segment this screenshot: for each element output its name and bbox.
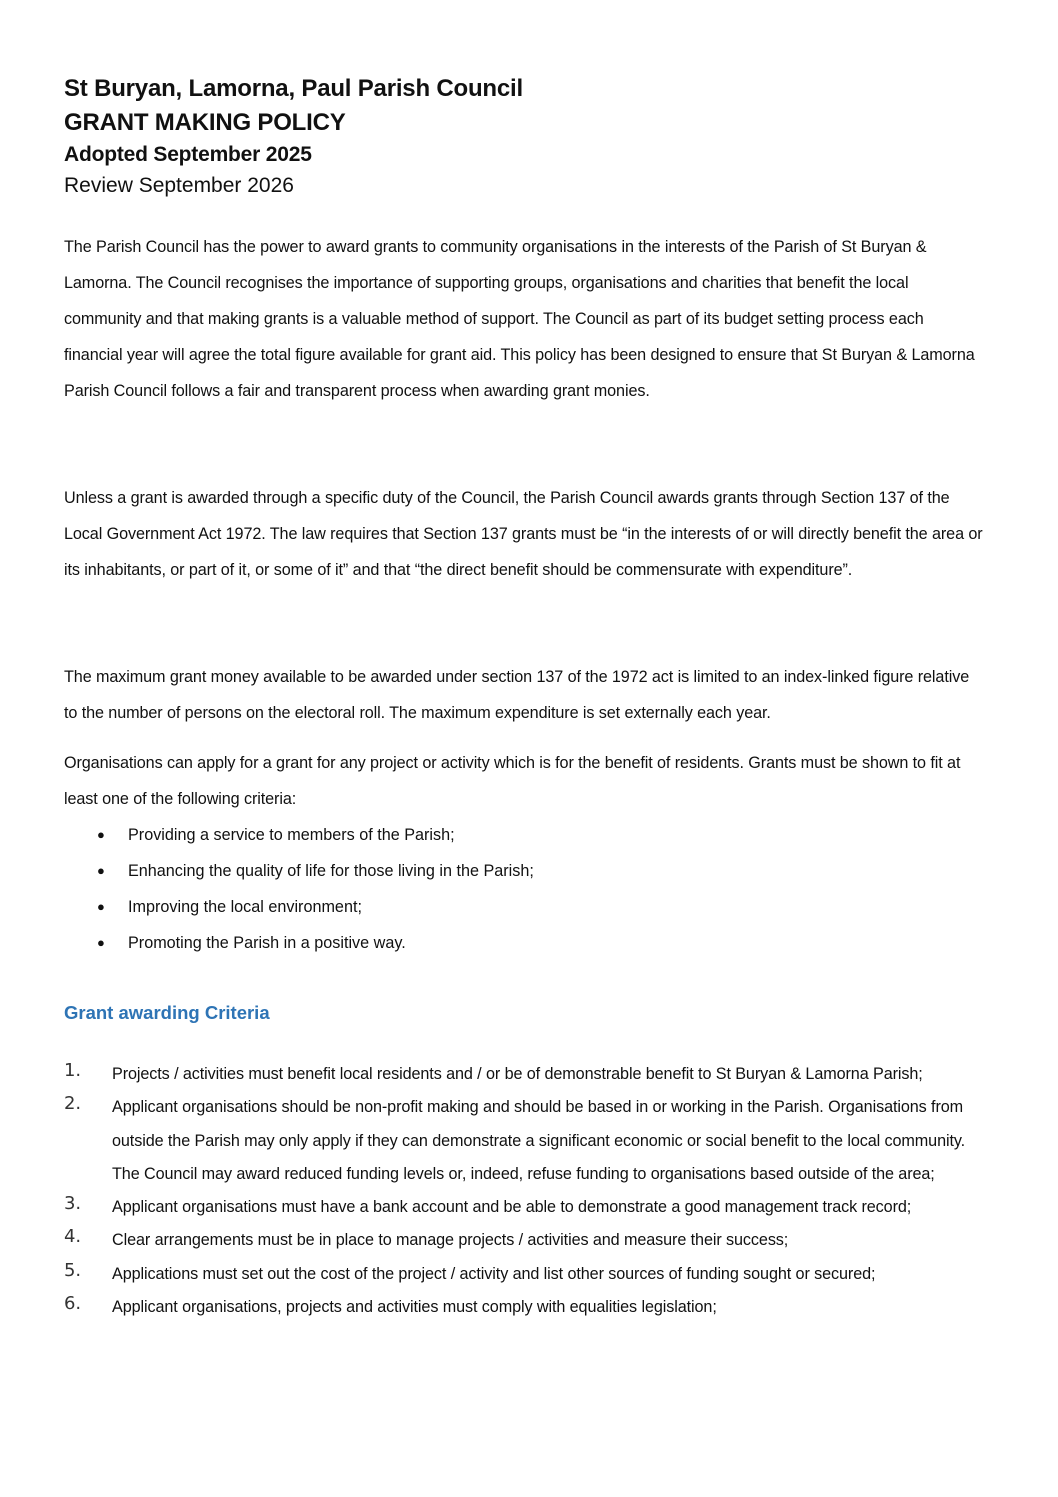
bullet-icon: ● [97,899,105,914]
grant-criteria-list [64,1058,994,1324]
policy-title: GRANT MAKING POLICY [64,109,346,136]
bullet-text: Promoting the Parish in a positive way. [128,934,406,952]
section-heading-grant-criteria: Grant awarding Criteria [64,1002,270,1023]
bullet-text: Improving the local environment; [128,898,362,916]
bullet-icon: ● [97,935,105,950]
criteria-text: Applicant organisations must have a bank account and be able to demonstrate a good management track record; [112,1198,912,1217]
maximum-grant-paragraph: The maximum grant money available to be awarded under section 137 of the 1972 act is limited to an index-linked figure relative to the number of persons on the electoral roll. The maximum expenditure is set externally each year. [64,668,970,722]
bullet-text: Enhancing the quality of life for those living in the Parish; [128,862,534,880]
criteria-number: 6. [64,1293,81,1315]
criteria-number: 5. [64,1259,81,1281]
criteria-text: Applications must set out the cost of the project / activity and list other sources of funding sought or secured; [112,1264,876,1283]
adopted-date: Adopted September 2025 [64,143,312,166]
criteria-number: 2. [64,1093,81,1115]
criteria-text: Clear arrangements must be in place to manage projects / activities and measure their success; [112,1231,789,1250]
organisation-name: St Buryan, Lamorna, Paul Parish Council [64,75,523,102]
eligibility-paragraph: Organisations can apply for a grant for any project or activity which is for the benefit of residents. Grants must be shown to fit at least one of the following criteria: [64,754,961,808]
criteria-number: 3. [64,1193,81,1215]
bullet-item [64,925,984,961]
document-header [64,72,994,201]
criteria-number: 1. [64,1060,81,1081]
criteria-number: 4. [64,1226,81,1248]
criteria-bullet-list [64,817,984,961]
bullet-item [64,889,984,925]
criteria-text: Applicant organisations, projects and activities must comply with equalities legislation; [112,1298,717,1317]
intro-paragraph: The Parish Council has the power to award grants to community organisations in the interests of the Parish of St Buryan & Lamorna. The Council recognises the importance of supporting groups, organisations and charities that benefit the local community and that making grants is a valuable method of support. The Council as part of its budget setting process each financial year will agree the total figure available for grant aid. This policy has been designed to ensure that St Buryan & Lamorna Parish Council follows a fair and transparent process when awarding grant monies. [64,238,975,400]
criteria-text: Applicant organisations should be non-profit making and should be based in or working in the Parish. Organisations from outside the Parish may only apply if they can demonstrate a significant economic or social benefit to the local community. The Council may award reduced funding levels or, indeed, refuse funding to organisations based outside of the area; [112,1098,966,1183]
criteria-item [64,1058,994,1091]
bullet-item [64,817,984,853]
criteria-item [64,1091,994,1191]
bullet-icon: ● [97,827,105,842]
criteria-item [64,1291,994,1324]
bullet-item [64,853,984,889]
section-137-paragraph: Unless a grant is awarded through a specific duty of the Council, the Parish Council awards grants through Section 137 of the Local Government Act 1972. The law requires that Section 137 grants must be “in the interests of or will directly benefit the area or its inhabitants, or part of it, or some of it” and that “the direct benefit should be commensurate with expenditure”. [64,489,983,579]
criteria-item [64,1224,994,1257]
criteria-text: Projects / activities must benefit local residents and / or be of demonstrable benefit to St Buryan & Lamorna Parish; [112,1065,923,1083]
criteria-item [64,1258,994,1291]
review-date: Review September 2026 [64,174,294,197]
criteria-item [64,1191,994,1224]
bullet-text: Providing a service to members of the Parish; [128,826,455,844]
bullet-icon: ● [97,863,105,878]
